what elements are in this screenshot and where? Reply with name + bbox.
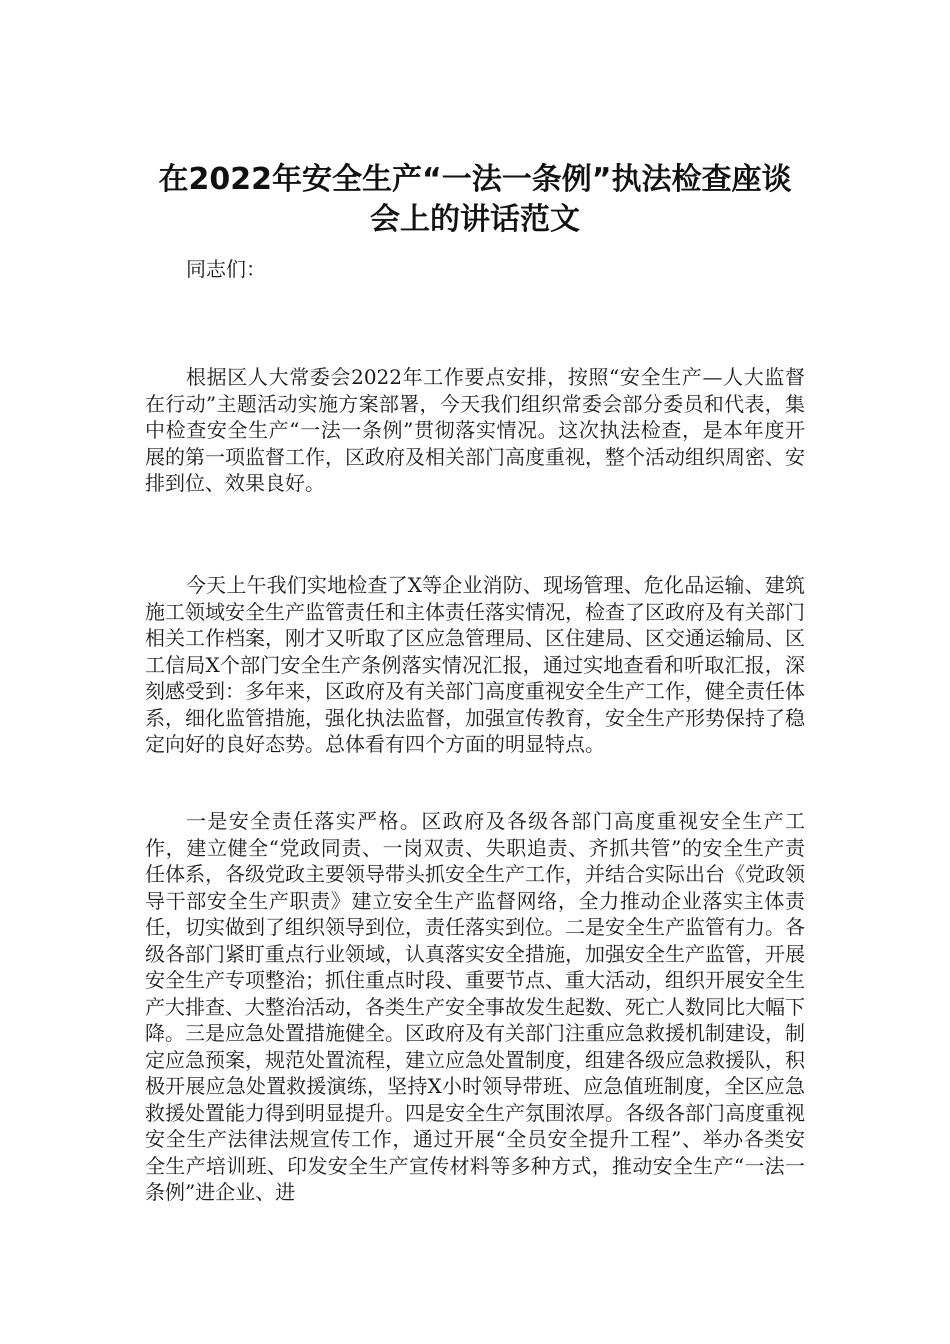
document-title: 在2022年安全生产“一法一条例”执法检查座谈会上的讲话范文 bbox=[158, 162, 792, 237]
paragraph-1: 根据区人大常委会2022年工作要点安排，按照“安全生产—人大监督在行动”主题活动实施方案部署，今天我们组织常委会部分委员和代表，集中检查安全生产“一法一条例”贯彻落实情况。这次执法检查，是本年度开展的第一项监督工作，区政府及相关部门高度重视，整个活动组织周密、安排到位、效果良好。 bbox=[145, 365, 805, 495]
paragraph-2: 今天上午我们实地检查了X等企业消防、现场管理、危化品运输、建筑施工领域安全生产监管责任和主体责任落实情况，检查了区政府及有关部门相关工作档案，刚才又听取了区应急管理局、区住建局、区交通运输局、区工信局X个部门安全生产条例落实情况汇报，通过实地查看和听取汇报，深刻感受到：多年来，区政府及有关部门高度重视安全生产工作，健全责任体系，细化监管措施，强化执法监督，加强宣传教育，安全生产形势保持了稳定向好的良好态势。总体看有四个方面的明显特点。 bbox=[145, 573, 805, 756]
paragraph-3: 一是安全责任落实严格。区政府及各级各部门高度重视安全生产工作，建立健全“党政同责、一岗双责、失职追责、齐抓共管”的安全生产责任体系，各级党政主要领导带头抓安全生产工作，并结合实际出台《党政领导干部安全生产职责》建立安全生产监督网络，全力推动企业落实主体责任，切实做到了组织领导到位，责任落实到位。二是安全生产监管有力。各级各部门紧盯重点行业领域，认真落实安全措施，加强安全生产监管，开展安全生产专项整治；抓住重点时段、重要节点、重大活动，组织开展安全生产大排查、大整治活动，各类生产安全事故发生起数、死亡人数同比大幅下降。三是应急处置措施健全。区政府及有关部门注重应急救援机制建设，制定应急预案，规范处置流程，建立应急处置制度，组建各级应急救援队，积极开展应急处置救援演练，坚持X小时领导带班、应急值班制度，全区应急救援处置能力得到明显提升。四是安全生产氛围浓厚。各级各部门高度重视安全生产法律法规宣传工作，通过开展“全员安全提升工程”、举办各类安全生产培训班、印发安全生产宣传材料等多种方式，推动安全生产“一法一条例”进企业、进 bbox=[145, 809, 805, 1204]
salutation: 同志们： bbox=[186, 257, 266, 281]
